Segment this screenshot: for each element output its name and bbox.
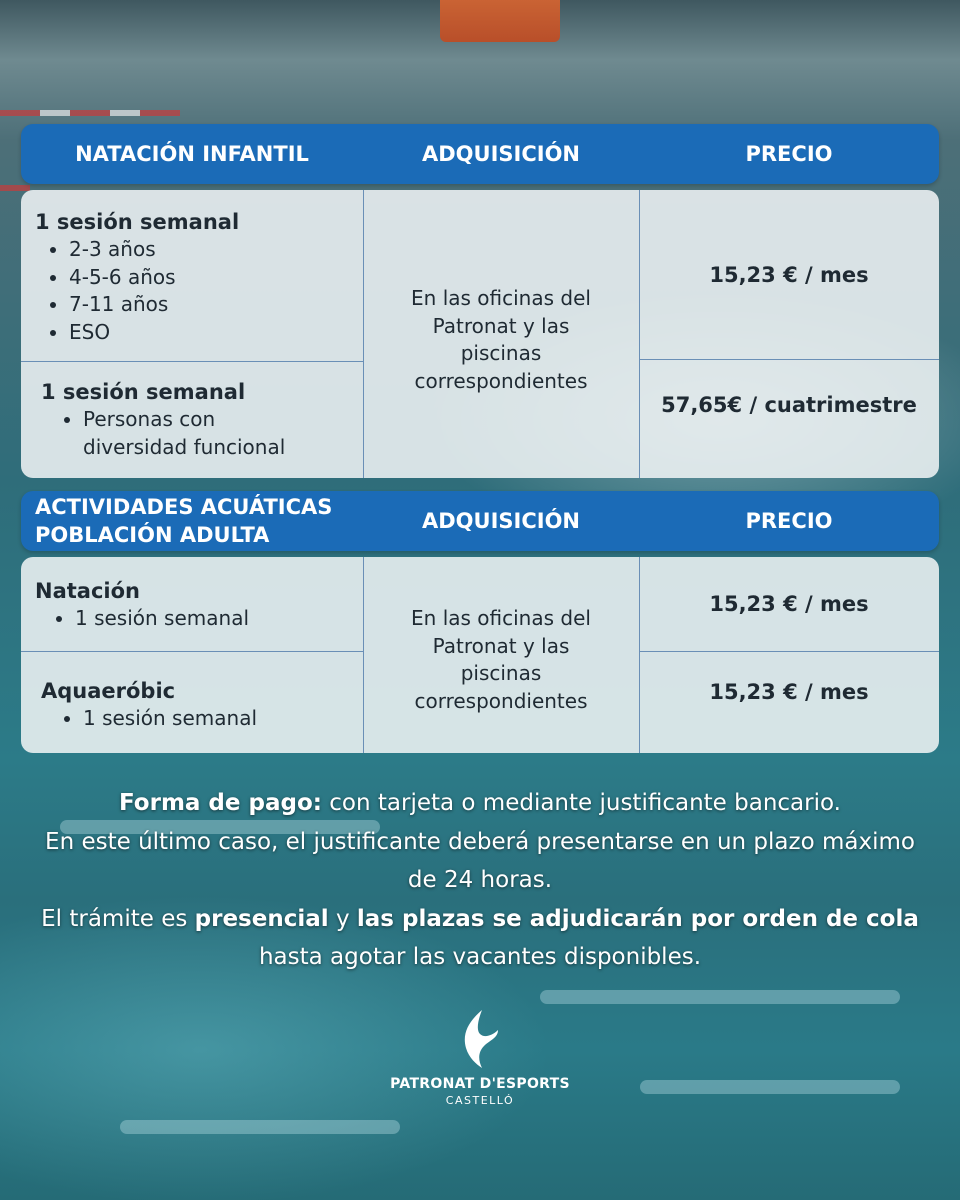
pool-lane-rope: [0, 185, 30, 191]
activity-title: 1 sesión semanal: [35, 210, 240, 234]
table2-header-price: PRECIO: [745, 509, 833, 533]
flame-icon: [458, 1008, 502, 1070]
procedure-text: hasta agotar las vacantes disponibles.: [258, 944, 702, 970]
divider: [21, 361, 363, 362]
price-value: 57,65€ / cuatrimestre: [661, 393, 917, 417]
pool-lane-rope: [0, 110, 180, 116]
divider: [363, 190, 364, 478]
table1-row2-price: [639, 360, 939, 450]
table2-header: [21, 491, 939, 551]
list-item: • 1 sesión semanal: [83, 705, 361, 733]
activity-title: Natación: [35, 579, 140, 603]
activity-title: Aquaeróbic: [41, 679, 176, 703]
header-line: ACTIVIDADES ACUÁTICAS: [35, 495, 333, 519]
header-line: POBLACIÓN ADULTA: [35, 523, 270, 547]
list-item: • ESO: [69, 319, 355, 347]
table1-acquisition: [401, 190, 601, 478]
procedure-bold: las plazas se adjudicarán por orden de cola: [356, 905, 919, 932]
procedure-info: [20, 900, 940, 977]
payment-label: Forma de pago:: [119, 790, 322, 816]
receipt-deadline: En este último caso, el justificante deberá presentarse en un plazo máximo de 24 horas.: [45, 828, 915, 893]
activity-list: [41, 705, 361, 733]
water-wave: [640, 1080, 900, 1094]
table2-row2-price: [639, 652, 939, 732]
table2-header-acquisition: ADQUISICIÓN: [422, 509, 580, 533]
procedure-bold: presencial: [194, 905, 329, 932]
divider: [21, 651, 363, 652]
list-item: • 7-11 años: [69, 291, 355, 319]
patronat-logo: [380, 1008, 580, 1107]
price-value: 15,23 € / mes: [709, 592, 869, 616]
table2-header-activity: [21, 491, 363, 551]
logo-city: CASTELLÓ: [445, 1094, 515, 1107]
acquisition-text: En las oficinas del Patronat y las piscinas correspondientes: [411, 606, 591, 713]
table2-row2-activity: [41, 677, 361, 733]
price-value: 15,23 € / mes: [709, 680, 869, 704]
table2-body: [21, 557, 939, 753]
payment-info: [20, 784, 940, 977]
divider: [363, 557, 364, 753]
table2-row1-price: [639, 557, 939, 651]
procedure-text: El trámite es: [41, 905, 195, 932]
payment-method: [20, 784, 940, 823]
table2-row1-activity: [35, 577, 355, 633]
table1-body: [21, 190, 939, 478]
logo-name: PATRONAT D'ESPORTS: [390, 1076, 570, 1092]
water-wave: [540, 990, 900, 1004]
payment-text: con tarjeta o mediante justificante bancario.: [321, 790, 841, 816]
table1-row1-price: [639, 190, 939, 359]
activity-list: [41, 406, 303, 461]
list-item: • 1 sesión semanal: [75, 605, 355, 633]
activity-list: [35, 605, 355, 633]
price-value: 15,23 € / mes: [709, 262, 869, 287]
list-item: • 4-5-6 años: [69, 264, 355, 292]
table1-header-activity: NATACIÓN INFANTIL: [75, 142, 309, 166]
activity-title: 1 sesión semanal: [41, 380, 246, 404]
acquisition-text: En las oficinas del Patronat y las piscinas correspondientes: [411, 286, 591, 393]
table1-row1-activity: [35, 208, 355, 346]
table1-header-price: PRECIO: [745, 142, 833, 166]
table1-header: [21, 124, 939, 184]
list-item: • 2-3 años: [69, 236, 355, 264]
table1-row2-activity: [41, 378, 361, 461]
cone-decor: [440, 0, 560, 42]
list-item: • Personas con diversidad funcional: [83, 406, 303, 461]
activity-list: [35, 236, 355, 346]
table2-acquisition: [401, 557, 601, 753]
table1-header-acquisition: ADQUISICIÓN: [422, 142, 580, 166]
procedure-text: y: [328, 905, 357, 932]
water-wave: [120, 1120, 400, 1134]
